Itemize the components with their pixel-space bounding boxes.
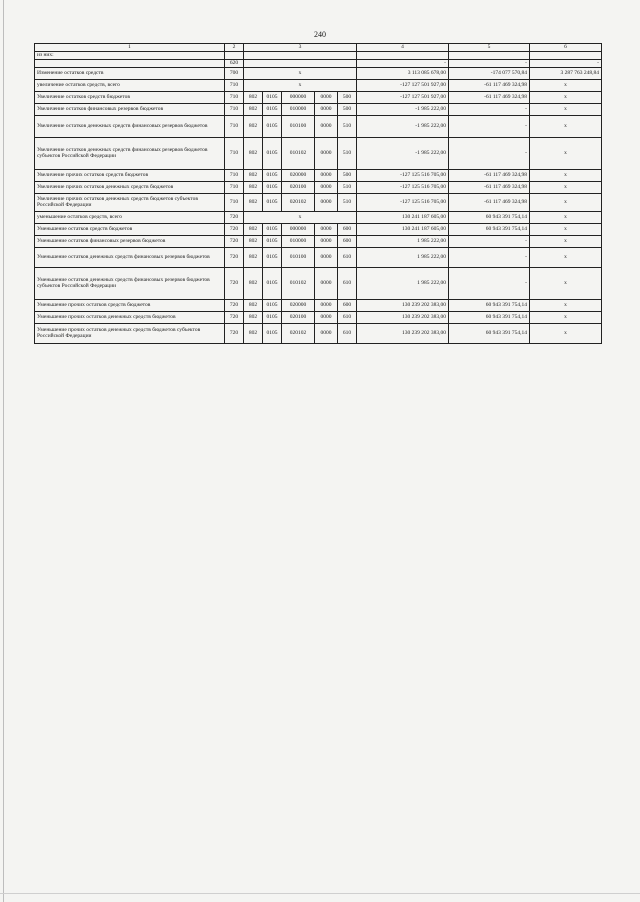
row-kbk-group: 0105 xyxy=(263,247,282,267)
row-name: Уменьшение прочих остатков средств бюджетов xyxy=(35,299,225,311)
row-kbk-program: 0000 xyxy=(315,267,338,299)
row-name: Уменьшение прочих остатков денежных средств бюджетов xyxy=(35,311,225,323)
row-code: 720 xyxy=(225,267,244,299)
subheader-row xyxy=(35,52,602,60)
row-kbk-merged: x xyxy=(244,79,357,91)
table-row xyxy=(35,235,602,247)
row-name: Увеличение остатков денежных средств финансовых резервов бюджетов субъектов Российской Федерации xyxy=(35,137,225,169)
row-unexecuted: x xyxy=(530,91,602,103)
row-unexecuted: x xyxy=(530,311,602,323)
row-code: 720 xyxy=(225,247,244,267)
row-code: 720 xyxy=(225,323,244,343)
row-name: Уменьшение прочих остатков денежных средств бюджетов субъектов Российской Федерации xyxy=(35,323,225,343)
row-kbk-item: 020100 xyxy=(282,181,315,193)
row-kbk-program: 0000 xyxy=(315,247,338,267)
table-row xyxy=(35,299,602,311)
row-executed: - xyxy=(449,235,530,247)
subheader-empty-code xyxy=(225,52,244,60)
table-row xyxy=(35,267,602,299)
row-code: 720 xyxy=(225,211,244,223)
row-code: 710 xyxy=(225,79,244,91)
page-number: 240 xyxy=(314,30,326,39)
row-620-kbk xyxy=(244,60,357,68)
row-unexecuted: x xyxy=(530,79,602,91)
row-executed: - xyxy=(449,247,530,267)
row-name: Уменьшение остатков финансовых резервов бюджетов xyxy=(35,235,225,247)
row-approved: -127 125 516 705,00 xyxy=(357,193,449,211)
row-kbk-program: 0000 xyxy=(315,137,338,169)
row-kbk-class: 600 xyxy=(338,223,357,235)
row-kbk-group: 0105 xyxy=(263,103,282,115)
row-approved: 130 241 187 605,00 xyxy=(357,223,449,235)
col-num-1: 1 xyxy=(35,44,225,52)
row-code: 720 xyxy=(225,311,244,323)
row-620 xyxy=(35,60,602,68)
row-unexecuted: x xyxy=(530,267,602,299)
row-approved: 130 239 202 383,00 xyxy=(357,323,449,343)
row-approved: 130 239 202 383,00 xyxy=(357,311,449,323)
row-name: увеличение остатков средств, всего xyxy=(35,79,225,91)
row-620-executed: - xyxy=(449,60,530,68)
row-kbk-admin: 802 xyxy=(244,247,263,267)
row-kbk-class: 600 xyxy=(338,299,357,311)
row-approved: 3 113 085 678,00 xyxy=(357,67,449,79)
row-name: уменьшение остатков средств, всего xyxy=(35,211,225,223)
row-kbk-admin: 802 xyxy=(244,267,263,299)
row-unexecuted: x xyxy=(530,115,602,137)
row-kbk-program: 0000 xyxy=(315,311,338,323)
row-executed: 60 943 391 754,14 xyxy=(449,323,530,343)
row-unexecuted: x xyxy=(530,211,602,223)
row-kbk-program: 0000 xyxy=(315,193,338,211)
row-kbk-class: 610 xyxy=(338,311,357,323)
row-approved: -127 125 516 705,00 xyxy=(357,169,449,181)
row-executed: -61 117 469 324,98 xyxy=(449,79,530,91)
row-kbk-class: 500 xyxy=(338,103,357,115)
row-kbk-admin: 802 xyxy=(244,223,263,235)
row-code: 710 xyxy=(225,137,244,169)
row-code: 710 xyxy=(225,193,244,211)
subheader-empty-5 xyxy=(449,52,530,60)
row-code: 710 xyxy=(225,91,244,103)
row-unexecuted: 3 287 763 248,84 xyxy=(530,67,602,79)
row-kbk-program: 0000 xyxy=(315,223,338,235)
row-kbk-item: 010102 xyxy=(282,137,315,169)
row-approved: -127 127 501 927,00 xyxy=(357,79,449,91)
row-620-approved: - xyxy=(357,60,449,68)
row-code: 710 xyxy=(225,169,244,181)
row-name: Изменение остатков средств xyxy=(35,67,225,79)
row-kbk-item: 010100 xyxy=(282,247,315,267)
table-row xyxy=(35,247,602,267)
row-name: Увеличение остатков финансовых резервов бюджетов xyxy=(35,103,225,115)
row-kbk-item: 020000 xyxy=(282,169,315,181)
row-kbk-group: 0105 xyxy=(263,223,282,235)
row-name: Уменьшение остатков денежных средств финансовых резервов бюджетов xyxy=(35,247,225,267)
row-kbk-group: 0105 xyxy=(263,193,282,211)
row-unexecuted: x xyxy=(530,169,602,181)
row-unexecuted: x xyxy=(530,193,602,211)
column-number-row xyxy=(35,44,602,52)
row-kbk-group: 0105 xyxy=(263,323,282,343)
row-kbk-admin: 802 xyxy=(244,103,263,115)
row-unexecuted: x xyxy=(530,223,602,235)
table-row xyxy=(35,211,602,223)
col-num-4: 4 xyxy=(357,44,449,52)
table-row xyxy=(35,169,602,181)
row-executed: - xyxy=(449,137,530,169)
row-620-unexecuted: - xyxy=(530,60,602,68)
row-name: Увеличение прочих остатков средств бюджетов xyxy=(35,169,225,181)
table-row xyxy=(35,91,602,103)
row-code: 720 xyxy=(225,235,244,247)
col-num-6: 6 xyxy=(530,44,602,52)
row-kbk-class: 500 xyxy=(338,169,357,181)
row-kbk-item: 010000 xyxy=(282,235,315,247)
row-executed: - xyxy=(449,115,530,137)
row-kbk-admin: 802 xyxy=(244,235,263,247)
subheader-empty-kbk xyxy=(244,52,357,60)
row-kbk-item: 010100 xyxy=(282,115,315,137)
row-620-code: 620 xyxy=(225,60,244,68)
row-kbk-admin: 802 xyxy=(244,91,263,103)
row-kbk-program: 0000 xyxy=(315,181,338,193)
row-kbk-group: 0105 xyxy=(263,115,282,137)
row-kbk-class: 500 xyxy=(338,91,357,103)
row-code: 710 xyxy=(225,181,244,193)
row-kbk-program: 0000 xyxy=(315,169,338,181)
row-approved: -127 125 516 705,00 xyxy=(357,181,449,193)
subheader-label: из них: xyxy=(35,52,225,60)
row-unexecuted: x xyxy=(530,323,602,343)
row-kbk-class: 510 xyxy=(338,115,357,137)
row-executed: 60 943 391 754,14 xyxy=(449,299,530,311)
row-kbk-group: 0105 xyxy=(263,267,282,299)
row-kbk-group: 0105 xyxy=(263,137,282,169)
row-executed: -61 117 469 324,98 xyxy=(449,181,530,193)
row-kbk-item: 010102 xyxy=(282,267,315,299)
row-approved: 1 985 222,00 xyxy=(357,247,449,267)
row-kbk-class: 610 xyxy=(338,323,357,343)
row-code: 700 xyxy=(225,67,244,79)
row-kbk-admin: 802 xyxy=(244,323,263,343)
row-620-name xyxy=(35,60,225,68)
row-kbk-group: 0105 xyxy=(263,311,282,323)
subheader-empty-4 xyxy=(357,52,449,60)
row-kbk-admin: 802 xyxy=(244,193,263,211)
row-executed: 60 943 391 754,14 xyxy=(449,223,530,235)
table-row xyxy=(35,323,602,343)
row-kbk-program: 0000 xyxy=(315,323,338,343)
row-kbk-admin: 802 xyxy=(244,181,263,193)
row-kbk-group: 0105 xyxy=(263,299,282,311)
table-row xyxy=(35,115,602,137)
row-name: Уменьшение остатков денежных средств финансовых резервов бюджетов субъектов Российской Федерации xyxy=(35,267,225,299)
row-kbk-class: 610 xyxy=(338,247,357,267)
row-kbk-class: 510 xyxy=(338,193,357,211)
row-kbk-item: 010000 xyxy=(282,103,315,115)
row-approved: -127 127 501 927,00 xyxy=(357,91,449,103)
row-kbk-merged: x xyxy=(244,67,357,79)
row-kbk-class: 510 xyxy=(338,181,357,193)
table-row xyxy=(35,67,602,79)
subheader-empty-6 xyxy=(530,52,602,60)
table-row xyxy=(35,193,602,211)
row-kbk-admin: 802 xyxy=(244,299,263,311)
table-body xyxy=(35,44,602,344)
row-executed: -174 077 570,84 xyxy=(449,67,530,79)
row-code: 710 xyxy=(225,115,244,137)
row-kbk-item: 020000 xyxy=(282,299,315,311)
row-name: Уменьшение остатков средств бюджетов xyxy=(35,223,225,235)
row-kbk-program: 0000 xyxy=(315,299,338,311)
row-code: 710 xyxy=(225,103,244,115)
row-executed: - xyxy=(449,103,530,115)
row-unexecuted: x xyxy=(530,137,602,169)
row-unexecuted: x xyxy=(530,181,602,193)
col-num-3: 3 xyxy=(244,44,357,52)
row-kbk-program: 0000 xyxy=(315,235,338,247)
row-kbk-item: 000000 xyxy=(282,91,315,103)
row-executed: 60 943 391 754,14 xyxy=(449,211,530,223)
table-row xyxy=(35,311,602,323)
table-row xyxy=(35,137,602,169)
row-kbk-program: 0000 xyxy=(315,103,338,115)
row-approved: -1 985 222,00 xyxy=(357,115,449,137)
row-approved: 1 985 222,00 xyxy=(357,235,449,247)
col-num-5: 5 xyxy=(449,44,530,52)
row-kbk-item: 020102 xyxy=(282,193,315,211)
table-row xyxy=(35,103,602,115)
row-unexecuted: x xyxy=(530,247,602,267)
table-row xyxy=(35,223,602,235)
table-row xyxy=(35,79,602,91)
row-name: Увеличение остатков средств бюджетов xyxy=(35,91,225,103)
row-executed: -61 117 469 324,98 xyxy=(449,91,530,103)
row-kbk-program: 0000 xyxy=(315,115,338,137)
row-kbk-group: 0105 xyxy=(263,181,282,193)
row-executed: 60 943 391 754,14 xyxy=(449,311,530,323)
row-kbk-class: 610 xyxy=(338,267,357,299)
row-approved: 1 985 222,00 xyxy=(357,267,449,299)
row-kbk-admin: 802 xyxy=(244,311,263,323)
row-kbk-program: 0000 xyxy=(315,91,338,103)
row-executed: -61 117 469 324,98 xyxy=(449,169,530,181)
row-kbk-group: 0105 xyxy=(263,169,282,181)
row-kbk-merged: x xyxy=(244,211,357,223)
row-kbk-class: 510 xyxy=(338,137,357,169)
row-code: 720 xyxy=(225,223,244,235)
scan-left-edge xyxy=(3,0,4,902)
row-kbk-group: 0105 xyxy=(263,235,282,247)
row-kbk-admin: 802 xyxy=(244,137,263,169)
row-code: 720 xyxy=(225,299,244,311)
row-approved: 130 241 187 605,00 xyxy=(357,211,449,223)
row-kbk-group: 0105 xyxy=(263,91,282,103)
row-approved: -1 985 222,00 xyxy=(357,103,449,115)
row-unexecuted: x xyxy=(530,299,602,311)
row-kbk-admin: 802 xyxy=(244,169,263,181)
row-approved: -1 985 222,00 xyxy=(357,137,449,169)
row-name: Увеличение остатков денежных средств финансовых резервов бюджетов xyxy=(35,115,225,137)
row-executed: - xyxy=(449,267,530,299)
row-approved: 130 239 202 383,00 xyxy=(357,299,449,311)
row-unexecuted: x xyxy=(530,103,602,115)
row-kbk-item: 000000 xyxy=(282,223,315,235)
row-name: Увеличение прочих остатков денежных средств бюджетов субъектов Российской Федерации xyxy=(35,193,225,211)
col-num-2: 2 xyxy=(225,44,244,52)
row-executed: -61 117 469 324,98 xyxy=(449,193,530,211)
row-unexecuted: x xyxy=(530,235,602,247)
row-kbk-item: 020100 xyxy=(282,311,315,323)
row-kbk-admin: 802 xyxy=(244,115,263,137)
row-kbk-class: 600 xyxy=(338,235,357,247)
table-row xyxy=(35,181,602,193)
row-name: Увеличение прочих остатков денежных средств бюджетов xyxy=(35,181,225,193)
row-kbk-item: 020102 xyxy=(282,323,315,343)
budget-balances-table xyxy=(34,43,602,344)
scan-bottom-edge xyxy=(0,893,640,894)
